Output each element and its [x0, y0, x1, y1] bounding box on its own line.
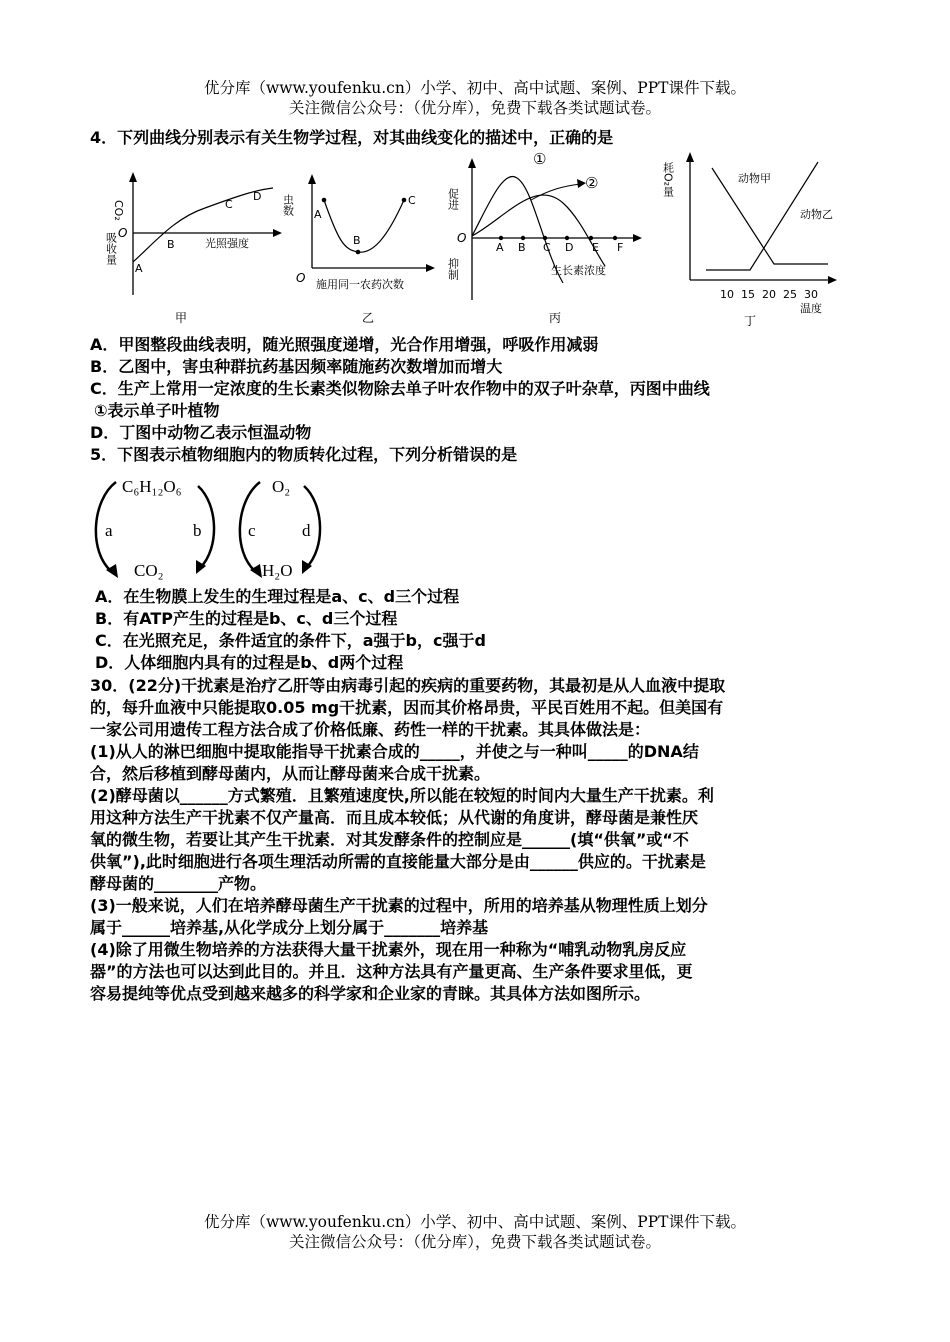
bing-xlabel: 生长素浓度 — [551, 264, 606, 277]
q30-line-1: 30．(22分)干扰素是治疗乙肝等由病毒引起的疾病的重要药物，其最初是从人血液中提取 — [90, 676, 726, 695]
bing-ylabel-up: 促进 — [446, 188, 460, 210]
yi-caption: 乙 — [362, 311, 375, 325]
q5-option-D: D．人体细胞内具有的过程是b、d两个过程 — [95, 653, 404, 672]
bing-ylabel-down: 抑制 — [446, 258, 460, 280]
bing-point-A: A — [496, 241, 504, 254]
bing-caption: 丙 — [549, 311, 562, 325]
q30-line-10: 酵母菌的________产物。 — [90, 874, 267, 893]
graph-yi — [280, 150, 440, 330]
q5-glucose: C₆H₁₂O₆ — [122, 477, 182, 496]
q4-option-D: D．丁图中动物乙表示恒温动物 — [90, 423, 312, 442]
ding-xtick-30: 30 — [804, 288, 818, 301]
yi-ylabel: 虫数 — [281, 194, 295, 216]
graph-ding — [660, 148, 850, 330]
jia-point-B: B — [167, 238, 175, 251]
q30-line-2: 的，每升血液中只能提取0.05 mg干扰素，因而其价格昂贵，平民百姓用不起。但美国有 — [90, 698, 724, 717]
yi-xlabel: 施用同一农药次数 — [316, 278, 404, 291]
bing-point-D: D — [565, 241, 574, 254]
q30-line-7: 用这种方法生产干扰素不仅产量高．而且成本较低；从代谢的角度讲，酵母菌是兼性厌 — [90, 808, 699, 827]
q5-h2o: H₂O — [262, 561, 293, 580]
ding-xtick-10: 10 — [720, 288, 734, 301]
footer-line-2: 关注微信公众号：（优分库），免费下载各类试题试卷。 — [288, 1233, 661, 1251]
jia-origin: O — [118, 226, 128, 240]
ding-xtick-15: 15 — [741, 288, 755, 301]
ding-ylabel: 耗O₂量 — [661, 162, 675, 198]
ding-xtick-20: 20 — [762, 288, 776, 301]
q4-option-C: C．生产上常用一定浓度的生长素类似物除去单子叶农作物中的双子叶杂草，丙图中曲线 — [90, 379, 710, 398]
jia-point-D: D — [253, 190, 262, 203]
yi-point-A: A — [314, 208, 322, 221]
bing-point-C: C — [543, 241, 551, 254]
q30-line-13: (4)除了用微生物培养的方法获得大量干扰素外，现在用一种称为“哺乳动物乳房反应 — [90, 940, 687, 959]
q30-line-11: (3)一般来说，人们在培养酵母菌生产干扰素的过程中，所用的培养基从物理性质上划分 — [90, 896, 708, 915]
jia-point-C: C — [225, 198, 233, 211]
ding-animal-2: 动物乙 — [800, 208, 833, 221]
q30-line-4: (1)从人的淋巴细胞中提取能指导干扰素合成的_____，并使之与一种叫_____的DNA结 — [90, 742, 699, 761]
graph-jia — [95, 150, 285, 330]
q5-label-d: d — [302, 521, 311, 540]
q5-label-a: a — [105, 521, 113, 540]
q30-line-9: 供氧”),此时细胞进行各项生理活动所需的直接能量大部分是由______供应的。干扰素是 — [90, 852, 706, 871]
q5-cycle-diagram — [90, 470, 340, 588]
jia-ylabel-top: CO₂ — [112, 200, 125, 221]
q30-line-15: 容易提纯等优点受到越来越多的科学家和企业家的青睐。其具体方法如图所示。 — [90, 984, 651, 1003]
jia-point-A: A — [135, 262, 143, 275]
jia-xlabel: 光照强度 — [205, 237, 249, 250]
q5-option-B: B．有ATP产生的过程是b、c、d三个过程 — [95, 609, 398, 628]
q4-stem: 4．下列曲线分别表示有关生物学过程，对其曲线变化的描述中，正确的是 — [90, 128, 614, 147]
header-line-2: 关注微信公众号：（优分库），免费下载各类试题试卷。 — [288, 99, 661, 117]
jia-ylabel-rest: 吸收量 — [104, 232, 118, 265]
q30-line-14: 器”的方法也可以达到此目的。并且．这种方法具有产量更高、生产条件要求里低，更 — [90, 962, 693, 981]
q4-option-B: B．乙图中，害虫种群抗药基因频率随施药次数增加而增大 — [90, 357, 503, 376]
q5-label-b: b — [193, 521, 202, 540]
yi-point-B: B — [353, 234, 361, 247]
q5-option-C: C．在光照充足，条件适宜的条件下，a强于b，c强于d — [95, 631, 486, 650]
ding-animal-1: 动物甲 — [738, 172, 771, 185]
q30-line-5: 合，然后移植到酵母菌内，从而让酵母菌来合成干扰素。 — [90, 764, 491, 783]
header-line-1: 优分库（www.youfenku.cn）小学、初中、高中试题、案例、PPT课件下载。 — [203, 79, 747, 97]
bing-curve-1: ① — [533, 150, 547, 168]
bing-point-E: E — [592, 241, 599, 254]
q30-line-3: 一家公司用遗传工程方法合成了价格低廉、药性一样的干扰素。其具体做法是： — [90, 720, 651, 739]
bing-point-B: B — [518, 241, 526, 254]
q5-option-A: A．在生物膜上发生的生理过程是a、c、d三个过程 — [95, 587, 460, 606]
q5-o2: O₂ — [272, 477, 291, 496]
q4-option-C-cont: ①表示单子叶植物 — [94, 401, 220, 420]
q4-option-A: A．甲图整段曲线表明，随光照强度递增，光合作用增强，呼吸作用减弱 — [90, 335, 599, 354]
bing-point-F: F — [617, 241, 624, 254]
bing-origin: O — [457, 231, 467, 245]
q5-label-c: c — [248, 521, 256, 540]
ding-xlabel: 温度 — [800, 302, 822, 315]
ding-caption: 丁 — [744, 314, 757, 328]
q30-line-8: 氧的微生物，若要让其产生干扰素．对其发酵条件的控制应是______(填“供氧”或“不 — [90, 830, 689, 849]
jia-caption: 甲 — [175, 311, 188, 325]
graph-bing — [445, 148, 645, 330]
yi-point-C: C — [408, 194, 416, 207]
bing-curve-2: ② — [585, 174, 599, 192]
footer-line-1: 优分库（www.youfenku.cn）小学、初中、高中试题、案例、PPT课件下载。 — [203, 1213, 747, 1231]
q30-line-6: (2)酵母菌以______方式繁殖．且繁殖速度快,所以能在较短的时间内大量生产干扰素。利 — [90, 786, 714, 805]
q5-stem: 5．下图表示植物细胞内的物质转化过程，下列分析错误的是 — [90, 445, 518, 464]
q30-line-12: 属于______培养基,从化学成分上划分属于_______培养基 — [90, 918, 489, 937]
yi-origin: O — [296, 271, 306, 285]
ding-xtick-25: 25 — [783, 288, 797, 301]
q5-co2: CO₂ — [134, 561, 164, 580]
